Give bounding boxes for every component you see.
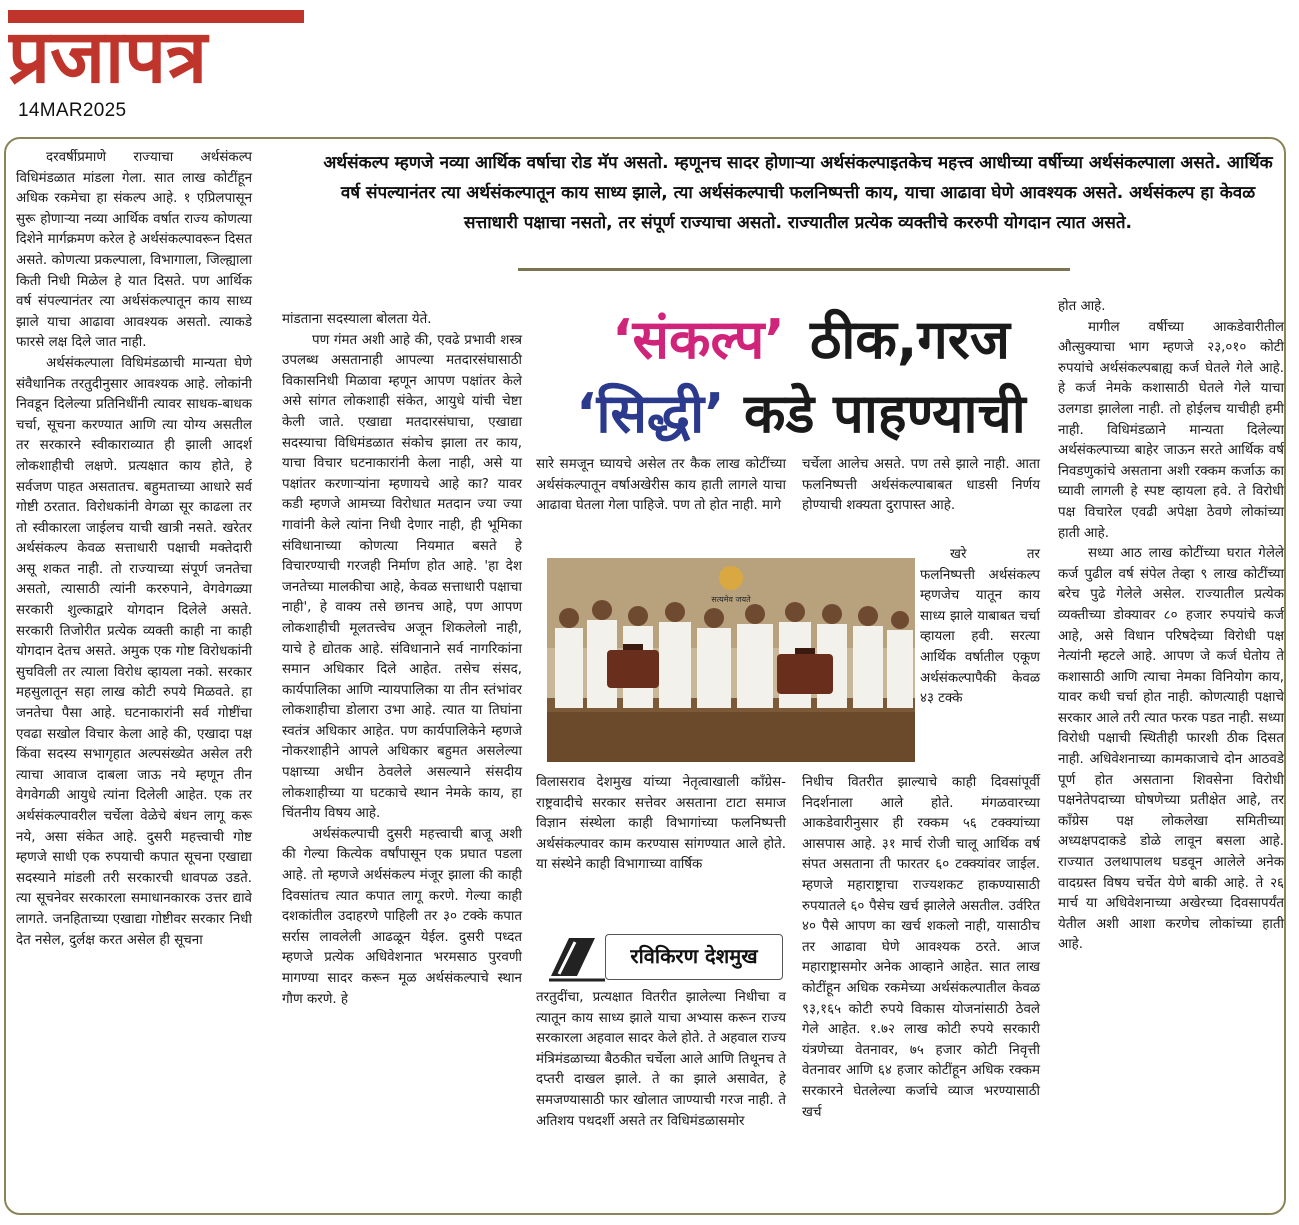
article-column-5 xyxy=(1058,297,1284,956)
author-name: रविकिरण देशमुख xyxy=(605,934,783,980)
article-column-3-bottom xyxy=(536,988,786,1132)
article-deck: अर्थसंकल्प म्हणजे नव्या आर्थिक वर्षाचा रोड मॅप असतो. म्हणूनच सादर होणाऱ्या अर्थसंकल्पाइतकेच महत्त्व आधीच्या वर्षीच्या अर्थसंकल्पाला असते. आर्थिक वर्ष संपल्यानंतर त्या अर्थसंकल्पातून काय साध्य झाले, त्या अर्थसंकल्पाची फलनिष्पत्ती काय, याचा आढावा घेणे आवश्यक असते. अर्थसंकल्प हा केवळ सत्ताधारी पक्षाचा नसतो, तर संपूर्ण राज्याचा असतो. राज्यातील प्रत्येक व्यक्तीचे कररुपी योगदान त्यात असते. xyxy=(323,153,1273,233)
masthead-name: प्रजापत्र xyxy=(8,14,208,90)
paragraph: अर्थसंकल्पाला विधिमंडळाची मान्यता घेणे संवैधानिक तरतुदीनुसार आवश्यक आहे. लोकांनी निवडून दिलेल्या प्रतिनिधींनी त्यावर साधक-बाधक चर्चा, सूचना करण्यात आणि त्या योग्य असतील तर सरकारने स्वीकाराव्यात ही झाली आदर्श लोकशाहीची लक्षणे. प्रत्यक्षात काय होते, हे सर्वजण पाहत असतातच. बहुमताच्या आधारे सर्व गोष्टी ठरतात. विरोधकांनी वेगळा सूर काढला तर तो स्वीकारला जाईलच याची खात्री नसते. खरेतर अर्थसंकल्प केवळ सत्ताधारी पक्षाची मक्तेदारी असू शकत नाही. तो राज्याच्या संपूर्ण जनतेचा असतो, त्यासाठी त्यांनी कररुपाने, वेगवेगळ्या सरकारी शुल्काद्वारे योगदान दिलेले असते. सरकारी तिजोरीत प्रत्येक व्यक्ती काही ना काही योगदान देतच असते. अमुक एक गोष्ट विरोधकांनी सुचविली तर त्याला विरोध व्हायला नको. सरकार महसुलातून सहा लाख कोटी रुपये मिळवते. हा जनतेचा पैसा आहे. घटनाकारांनी सर्व गोष्टींचा एवढा सखोल विचार केला आहे की, एखादा पक्ष किंवा सदस्य सभागृहात अल्पसंख्येत असेल तरी त्याचा आवाज दाबला जाऊ नये म्हणून तीन वेगवेगळी आयुधे त्यांना दिलेली आहेत. एक तर अर्थसंकल्पावरील चर्चेला वेळेचे बंधन लागू करू नये, असा संकेत आहे. दुसरी महत्त्वाची गोष्ट म्हणजे साधी एक रुपयाची कपात सूचना एखाद्या सदस्याने मांडली तरी सरकारची धावपळ उडते. त्या सूचनेवर सरकारला समाधानकारक उत्तर द्यावे लागते. जनहिताच्या एखाद्या गोष्टीवर सरकार निधी देत नसेल, दुर्लक्ष करत असेल ही सूचना xyxy=(16,355,252,948)
paragraph: सारे समजून घ्यायचे असेल तर कैक लाख कोटींच्या अर्थसंकल्पातून वर्षाअखेरीस काय हाती लागले याचा आढावा घेतला गेला पाहिजे. पण तो होत नाही. मागे xyxy=(536,457,786,514)
paragraph: निधीच वितरीत झाल्याचे काही दिवसांपूर्वी निदर्शनाला आले होते. मंगळवारच्या आकडेवारीनुसार ही रक्कम ५६ टक्क्यांच्या आसपास आहे. ३१ मार्च रोजी चालू आर्थिक वर्ष संपत असताना ती फारतर ६० टक्क्यांवर जाईल. म्हणजे महाराष्ट्राचा राज्यशकट हाकण्यासाठी रुपयातले ६० पैसेच खर्च झालेले असतील. उर्वरित ४० पैसे आपण का खर्च शकलो नाही, यासाठीच तर आढावा घेणे आवश्यक ठरते. आज महाराष्ट्रासमोर अनेक आव्हाने आहेत. सात लाख कोटींहून अधिक रकमेच्या अर्थसंकल्पातील केवळ ९३,१६५ कोटी रुपये विकास योजनांसाठी ठेवले गेले आहेत. १.७२ लाख कोटी रुपये सरकारी यंत्रणेच्या वेतनावर, ७५ हजार कोटी निवृत्ती वेतनावर आणि ६४ हजार कोटींहून अधिक रक्कम सरकारने घेतलेल्या कर्जाचे व्याज भरण्यासाठी खर्च xyxy=(802,775,1040,1120)
photo-emblem-text: सत्यमेव जयते xyxy=(711,595,751,604)
author-byline xyxy=(545,928,785,984)
paragraph: चर्चेला आलेच असते. पण तसे झाले नाही. आता फलनिष्पत्ती अर्थसंकल्पाबाबत धाडसी निर्णय होण्याची शक्यता दुरापास्त आहे. xyxy=(802,457,1040,514)
article-column-4-side xyxy=(920,545,1040,710)
paragraph: विलासराव देशमुख यांच्या नेतृत्वाखाली काँग्रेस-राष्ट्रवादीचे सरकार सत्तेवर असताना टाटा समाज विज्ञान संस्थेला काही विभागांच्या फलनिष्पत्ती अर्थसंकल्पावर काम करण्यास सांगण्यात आले होते. या संस्थेने काही विभागाच्या वार्षिक xyxy=(536,775,786,873)
paragraph: अर्थसंकल्पाची दुसरी महत्त्वाची बाजू अशी की गेल्या कित्येक वर्षांपासून एक प्रघात पडला आहे. तो म्हणजे अर्थसंकल्प मंजूर झाला की काही दिवसांतच त्यात कपात लागू करणे. गेल्या काही दशकांतील उदाहरणे पाहिली तर ३० टक्के कपात सर्रास लावलेली आढळून येईल. दुसरी पध्दत म्हणजे प्रत्येक अधिवेशनात भरमसाठ पुरवणी मागण्या सादर करून मूळ अर्थसंकल्पाचे स्थान गौण करणे. हे xyxy=(282,826,522,1007)
article-column-2 xyxy=(282,310,522,1010)
article-column-4-top xyxy=(802,455,1040,517)
masthead-logo xyxy=(8,6,308,90)
deck-divider xyxy=(518,268,1070,271)
article-column-4-bottom xyxy=(802,773,1040,1123)
pen-icon xyxy=(545,928,609,984)
paragraph: मागील वर्षीच्या आकडेवारीतील औत्सुक्याचा भाग म्हणजे २३,०१० कोटी रुपयांचे अर्थसंकल्पबाह्य कर्ज घेतले गेले आहे. हे कर्ज नेमके कशासाठी घेतले गेले याचा उलगडा झालेला नाही. तो होईलच याचीही हमी नाही. विधिमंडळाने मान्यता दिलेल्या अर्थसंकल्पाच्या बाहेर जाऊन सरते आर्थिक वर्ष निवडणुकांचे असताना अशी रक्कम कर्जाऊ का घ्यावी लागली हे स्पष्ट व्हायला हवे. ते विरोधी पक्ष विचारेल एवढी अपेक्षा ठेवणे लोकांच्या हाती आहे. xyxy=(1058,319,1284,541)
paragraph: मांडताना सदस्याला बोलता येते. xyxy=(282,312,432,327)
article-column-3-middle xyxy=(536,773,786,876)
masthead-logo-mark xyxy=(8,6,308,90)
headline-quoted-1: ‘संकल्प’ xyxy=(612,308,785,371)
headline-rest-2: कडे पाहण्याची xyxy=(744,382,1026,445)
news-photo xyxy=(547,558,915,762)
paragraph: होत आहे. xyxy=(1058,299,1106,314)
paragraph: खरे तर फलनिष्पत्ती अर्थसंकल्प म्हणजेच यातून काय साध्य झाले याबाबत चर्चा व्हायला हवी. सरत्या आर्थिक वर्षातील एकूण अर्थसंकल्पापैकी केवळ ४३ टक्के xyxy=(920,547,1040,707)
article-column-1 xyxy=(16,148,252,951)
paragraph: सध्या आठ लाख कोटींच्या घरात गेलेले कर्ज पुढील वर्ष संपेल तेव्हा ९ लाख कोटींच्या बरेच पुढे गेलेले असेल. राज्यातील प्रत्येक व्यक्तीच्या डोक्यावर ८० हजार रुपयांचे कर्ज आहे, असे विधान परिषदेच्या विरोधी पक्ष नेत्यांनी म्हटले आहे. आपण जे कर्ज घेतोय ते कशासाठी आणि त्याचा नेमका विनियोग काय, यावर कधी चर्चा होत नाही. कोणत्याही पक्षाचे सरकार आले तरी त्यात फरक पडत नाही. सध्या विरोधी पक्षाची स्थितीही फारशी ठीक दिसत नाही. अधिवेशनाच्या कामकाजाचे दोन आठवडे पूर्ण होत असताना शिवसेना विरोधी पक्षनेतेपदाच्या घोषणेच्या प्रतीक्षेत आहे, तर काँग्रेस पक्ष लोकलेखा समितीच्या अध्यक्षपदाकडे डोळे लावून बसला आहे. राज्यात उलथापालथ घडवून आलेले अनेक वादग्रस्त विषय चर्चेत येणे बाकी आहे. ते २६ मार्च या अधिवेशनाच्या अखेरच्या दिवसापर्यंत येतील अशी आशा करणेच लोकांच्या हाती आहे. xyxy=(1058,546,1284,953)
headline-rest-1: ठीक,गरज xyxy=(810,308,1010,371)
article-column-3-top xyxy=(536,455,786,517)
paragraph: तरतुदींचा, प्रत्यक्षात वितरीत झालेल्या निधीचा व त्यातून काय साध्य झाले याचा अभ्यास करून राज्य सरकारला अहवाल सादर केले होते. ते अहवाल राज्य मंत्रिमंडळाच्या बैठकीत चर्चेला आले आणि तिथूनच ते दप्तरी दाखल झाले. ते का झाले असावेत, हे समजण्यासाठी फार खोलात जाण्याची गरज नाही. ते अतिशय पथदर्शी असते तर विधिमंडळासमोर xyxy=(536,990,786,1129)
issue-date: 14MAR2025 xyxy=(18,100,127,121)
paragraph: दरवर्षीप्रमाणे राज्याचा अर्थसंकल्प विधिमंडळात मांडला गेला. सात लाख कोटींहून अधिक रकमेचा हा संकल्प आहे. १ एप्रिलपासून सुरू होणाऱ्या नव्या आर्थिक वर्षात राज्य कोणत्या दिशेने मार्गक्रमण करेल हे अर्थसंकल्पावरून दिसत असते. कोणत्या प्रकल्पाला, विभागाला, जिल्ह्याला किती निधी मिळेल हे यात दिसते. पण आर्थिक वर्ष संपल्यानंतर त्या अर्थसंकल्पातून काय साध्य झाले याचा आढावा आवश्यक असतो. त्याकडे फारसे लक्ष दिले जात नाही. xyxy=(16,150,252,351)
headline xyxy=(548,300,1058,450)
paragraph: पण गंमत अशी आहे की, एवढे प्रभावी शस्त्र उपलब्ध असतानाही आपल्या मतदारसंघासाठी विकासनिधी मिळावा म्हणून आपण पक्षांतर केले असे सांगत लोकशाही संकेत, आयुधे यांची चेष्टा केली जाते. एखाद्या मतदारसंघाचा, एखाद्या सदस्याचा विधिमंडळात संकोच झाला तर काय, याचा विचार घटनाकारांनी केला नाही, असे या पक्षांतर करणाऱ्यांना म्हणायचे आहे का? यावर कडी म्हणजे आमच्या विरोधात मतदान ज्या ज्या गावांनी केले त्यांना निधी देणार नाही, ही भूमिका संविधानाच्या कोणत्या नियमात बसते हे विचारण्याची गरजही निर्माण होत आहे. 'हा देश जनतेच्या मालकीचा आहे, केवळ सत्ताधारी पक्षाचा नाही', हे वाक्य तसे छानच आहे, पण आपण लोकशाहीची मूलतत्त्वेच अजून शिकलेलो नाही, याचे हे द्योतक आहे. संविधानाने सर्व नागरिकांना समान अधिकार दिले आहेत. तसेच संसद, कार्यपालिका आणि न्यायपालिका या तीन स्तंभांवर लोकशाहीचा डोलारा उभा आहे. त्यात या तिघांना स्वतंत्र अधिकार आहेत. पण कार्यपालिकेने म्हणजे नोकरशाहीने आपले अधिकार बहुमत असलेल्या पक्षाच्या अधीन ठेवलेले असल्याने संसदीय लोकशाहीच्या या घटकाचे स्थान नेमके काय, हा चिंतनीय विषय आहे. xyxy=(282,332,522,822)
headline-quoted-2: ‘सिद्धी’ xyxy=(576,382,725,445)
